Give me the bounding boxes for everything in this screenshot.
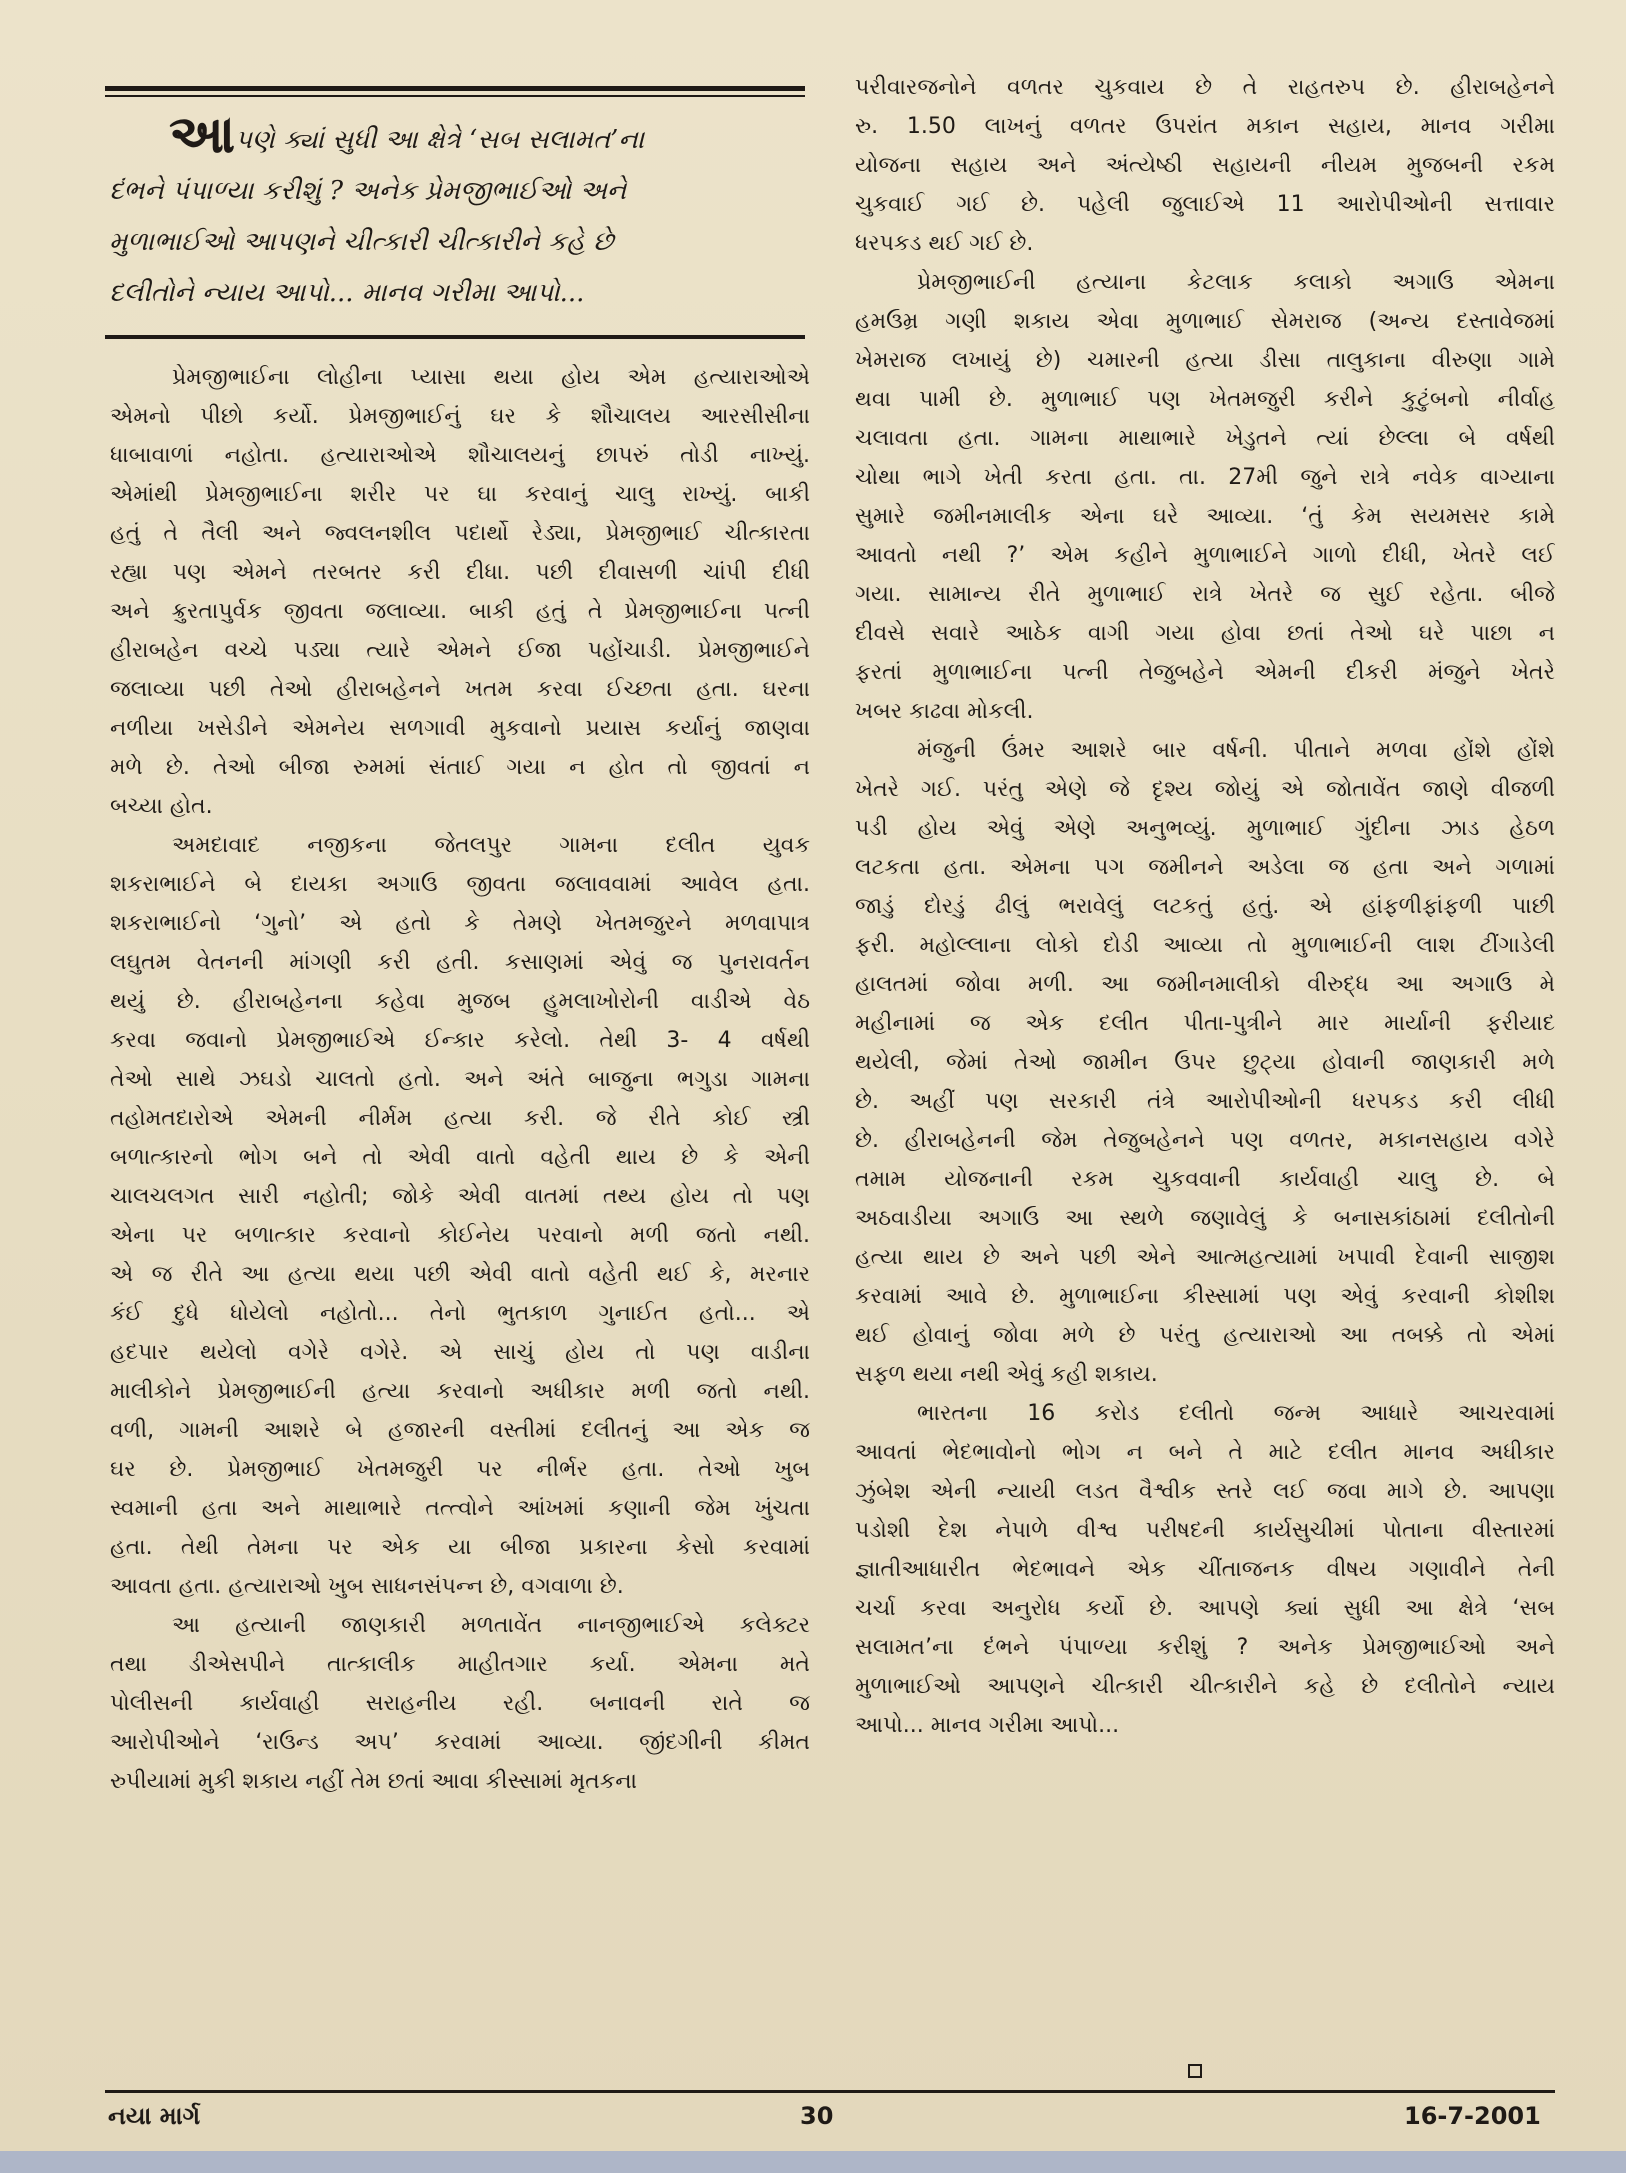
- article-text-line: થઈ હોવાનું જોવા મળે છે પરંતુ હત્યારાઓ આ તબક્કે તો એમાં: [855, 1323, 1555, 1348]
- article-text-line: મંજુની ઉંમર આશરે બાર વર્ષની. પીતાને મળવા હોંશે હોંશે: [917, 738, 1555, 763]
- article-text-line: જલાવ્યા પછી તેઓ હીરાબહેનને ખતમ કરવા ઈચ્છતા હતા. ઘરના: [110, 677, 810, 702]
- article-text-line: હત્યા થાય છે અને પછી એને આત્મહત્યામાં ખપાવી દેવાની સાજીશ: [855, 1245, 1555, 1270]
- article-text-line: તેઓ સાથે ઝઘડો ચાલતો હતો. અને અંતે બાજુના ભગુડા ગામના: [110, 1067, 810, 1092]
- article-text-line: ભારતના 16 કરોડ દલીતો જન્મ આધારે આચરવામાં: [917, 1401, 1555, 1426]
- pull-quote-text: [105, 97, 805, 325]
- article-text-line: આ હત્યાની જાણકારી મળતાવેંત નાનજીભાઈએ કલેક્ટર: [172, 1613, 810, 1638]
- article-text-line: આવતા હતા. હત્યારાઓ ખુબ સાધનસંપન્ન છે, વગવાળા છે.: [110, 1574, 624, 1599]
- article-text-line: દીવસે સવારે આઠેક વાગી ગયા હોવા છતાં તેઓ ઘરે પાછા ન: [855, 621, 1555, 646]
- article-text-line: સ્વમાની હતા અને માથાભારે તત્ત્વોને આંખમાં કણાની જેમ ખુંચતા: [110, 1496, 810, 1521]
- article-text-line: કંઈ દુધે ધોયેલો નહોતો... તેનો ભુતકાળ ગુનાઈત હતો... એ: [110, 1301, 810, 1326]
- article-text-line: આરોપીઓને ‘રાઉન્ડ અપ’ કરવામાં આવ્યા. જીંદગીની કીમત: [110, 1730, 810, 1755]
- article-text-line: વળી, ગામની આશરે બે હજારની વસ્તીમાં દલીતનું આ એક જ: [110, 1418, 810, 1443]
- pull-quote-line-text: પણે ક્યાં સુધી આ ક્ષેત્રે ‘સબ સલામત’ના: [235, 125, 645, 155]
- article-text-line: ગયા. સામાન્ય રીતે મુળાભાઈ રાત્રે ખેતરે જ સુઈ રહેતા. બીજે: [855, 582, 1555, 607]
- article-text-line: ફરતાં મુળાભાઈના પત્ની તેજુબહેને એમની દીકરી મંજુને ખેતરે: [855, 660, 1555, 685]
- article-text-line: છે. અહીં પણ સરકારી તંત્રે આરોપીઓની ધરપકડ કરી લીધી: [855, 1089, 1555, 1114]
- article-text-line: એમનો પીછો કર્યો. પ્રેમજીભાઈનું ઘર કે શૌચાલય આરસીસીના: [110, 404, 810, 429]
- article-text-line: તહોમતદારોએ એમની નીર્મમ હત્યા કરી. જે રીતે કોઈ સ્ત્રી: [110, 1106, 810, 1131]
- article-text-line: મુળાભાઈઓ આપણને ચીત્કારી ચીત્કારીને કહે છે દલીતોને ન્યાય: [855, 1674, 1555, 1699]
- article-text-line: ખેતરે ગઈ. પરંતુ એણે જે દૃશ્ય જોયું એ જોતાવેંત જાણે વીજળી: [855, 777, 1555, 802]
- article-text-line: પડી હોય એવું એણે અનુભવ્યું. મુળાભાઈ ગુંદીના ઝાડ હેઠળ: [855, 816, 1555, 841]
- article-text-line: નળીયા ખસેડીને એમનેય સળગાવી મુકવાનો પ્રયાસ કર્યાનું જાણવા: [110, 716, 810, 741]
- article-text-line: માલીકોને પ્રેમજીભાઈની હત્યા કરવાનો અધીકાર મળી જતો નથી.: [110, 1379, 810, 1404]
- article-text-line: હદપાર થયેલો વગેરે વગેરે. એ સાચું હોય તો પણ વાડીના: [110, 1340, 810, 1365]
- article-text-line: પ્રેમજીભાઈના લોહીના પ્યાસા થયા હોય એમ હત્યારાઓએ: [172, 365, 810, 390]
- article-text-line: હાલતમાં જોવા મળી. આ જમીનમાલીકો વીરુદ્ધ આ અગાઉ મે: [855, 972, 1555, 997]
- article-text-line: તથા ડીએસપીને તાત્કાલીક માહીતગાર કર્યા. એમના મતે: [110, 1652, 810, 1677]
- article-text-line: અઠવાડીયા અગાઉ આ સ્થળે જણાવેલું કે બનાસકાંઠામાં દલીતોની: [855, 1206, 1555, 1231]
- article-text-line: આવતો નથી ?’ એમ કહીને મુળાભાઈને ગાળો દીધી, ખેતરે લઈ: [855, 543, 1555, 568]
- article-text-line: લઘુતમ વેતનની માંગણી કરી હતી. કસાણમાં એવું જ પુનરાવર્તન: [110, 950, 810, 975]
- article-text-line: યોજના સહાય અને અંત્યેષ્ઠી સહાયની નીયમ મુજબની રકમ: [855, 153, 1555, 178]
- pull-quote-line: દંભને પંપાળ્યા કરીશું ? અનેક પ્રેમજીભાઈઓ અને: [109, 176, 627, 206]
- article-text-line: ચર્ચા કરવા અનુરોધ કર્યો છે. આપણે ક્યાં સુધી આ ક્ષેત્રે ‘સબ: [855, 1596, 1555, 1621]
- right-article-column: [855, 68, 1555, 1745]
- article-text-line: ચાલચલગત સારી નહોતી; જોકે એવી વાતમાં તથ્ય હોય તો પણ: [110, 1184, 810, 1209]
- article-text-line: ઝુંબેશ એની ન્યાયી લડત વૈશ્વીક સ્તરે લઈ જવા માગે છે. આપણા: [855, 1479, 1555, 1504]
- article-text-line: હમઉમ્ર ગણી શકાય એવા મુળાભાઈ સેમરાજ (અન્ય દસ્તાવેજમાં: [855, 309, 1555, 334]
- article-text-line: પરીવારજનોને વળતર ચુકવાય છે તે રાહતરુપ છે. હીરાબહેનને: [855, 75, 1555, 100]
- pull-quote: [105, 86, 805, 339]
- pull-quote-line: દલીતોને ન્યાય આપો... માનવ ગરીમા આપો...: [109, 278, 585, 308]
- article-text-line: જ્ઞાતીઆધારીત ભેદભાવને એક ચીંતાજનક વીષય ગણાવીને તેની: [855, 1557, 1555, 1582]
- article-text-line: બચ્યા હોત.: [110, 794, 213, 819]
- pull-quote-dropcap: આ: [169, 115, 236, 165]
- article-text-line: હીરાબહેન વચ્ચે પડ્યા ત્યારે એમને ઈજા પહોંચાડી. પ્રેમજીભાઈને: [110, 638, 810, 663]
- article-text-line: બળાત્કારનો ભોગ બને તો એવી વાતો વહેતી થાય છે કે એની: [110, 1145, 810, 1170]
- article-text-line: અને ક્રુરતાપુર્વક જીવતા જલાવ્યા. બાકી હતું તે પ્રેમજીભાઈના પત્ની: [110, 599, 810, 624]
- article-text-line: ચલાવતા હતા. ગામના માથાભારે ખેડુતને ત્યાં છેલ્લા બે વર્ષથી: [855, 426, 1555, 451]
- article-text-line: રુ. 1.50 લાખનું વળતર ઉપરાંત મકાન સહાય, માનવ ગરીમા: [855, 114, 1555, 139]
- article-text-line: કરવામાં આવે છે. મુળાભાઈના કીસ્સામાં પણ એવું કરવાની કોશીશ: [855, 1284, 1555, 1309]
- article-text-line: સલામત’ના દંભને પંપાળ્યા કરીશું ? અનેક પ્રેમજીભાઈઓ અને: [855, 1635, 1555, 1660]
- article-text-line: ચુકવાઈ ગઈ છે. પહેલી જુલાઈએ 11 આરોપીઓની સત્તાવાર: [855, 192, 1555, 217]
- article-text-line: એમાંથી પ્રેમજીભાઈના શરીર પર ઘા કરવાનું ચાલુ રાખ્યું. બાકી: [110, 482, 810, 507]
- pull-quote-line: મુળાભાઈઓ આપણને ચીત્કારી ચીત્કારીને કહે છે: [109, 227, 614, 257]
- article-text-line: આપો... માનવ ગરીમા આપો...: [855, 1713, 1120, 1738]
- article-text-line: તમામ યોજનાની રકમ ચુકવવાની કાર્યવાહી ચાલુ છે. બે: [855, 1167, 1555, 1192]
- article-text-line: રુપીયામાં મુકી શકાય નહીં તેમ છતાં આવા કીસ્સામાં મૃતકના: [110, 1769, 638, 1794]
- article-text-line: હતા. તેથી તેમના પર એક યા બીજા પ્રકારના કેસો કરવામાં: [110, 1535, 810, 1560]
- article-text-line: પડોશી દેશ નેપાળે વીશ્વ પરીષદની કાર્યસુચીમાં પોતાના વીસ્તારમાં: [855, 1518, 1555, 1543]
- article-text-line: મળે છે. તેઓ બીજા રુમમાં સંતાઈ ગયા ન હોત તો જીવતાં ન: [110, 755, 810, 780]
- footer-rule: [105, 2090, 1555, 2093]
- pull-quote-bottom-rule: [105, 335, 805, 339]
- article-text-line: પ્રેમજીભાઈની હત્યાના કેટલાક કલાકો અગાઉ એમના: [917, 270, 1555, 295]
- scan-edge-strip: [0, 2151, 1626, 2173]
- pull-quote-line: [109, 115, 801, 166]
- article-text-line: કરવા જવાનો પ્રેમજીભાઈએ ઈન્કાર કરેલો. તેથી 3- 4 વર્ષથી: [110, 1028, 810, 1053]
- pull-quote-top-rule: [105, 86, 805, 91]
- page-number: 30: [800, 2102, 834, 2130]
- article-text-line: ધાબાવાળાં નહોતા. હત્યારાઓએ શૌચાલયનું છાપરું તોડી નાખ્યું.: [110, 443, 810, 468]
- article-text-line: હતું તે તૈલી અને જ્વલનશીલ પદાર્થો રેડ્યા, પ્રેમજીભાઈ ચીત્કારતા: [110, 521, 810, 546]
- article-text-line: ખબર કાઢવા મોકલી.: [855, 699, 1034, 724]
- article-text-line: સુમારે જમીનમાલીક એના ઘરે આવ્યા. ‘તું કેમ સયમસર કામે: [855, 504, 1555, 529]
- issue-date: 16-7-2001: [1404, 2102, 1541, 2130]
- article-text-line: આવતાં ભેદભાવોનો ભોગ ન બને તે માટે દલીત માનવ અધીકાર: [855, 1440, 1555, 1465]
- article-text-line: જાડું દોરડું ઢીલું ભરાવેલું લટકતું હતું. એ હાંફળીફાંફળી પાછી: [855, 894, 1555, 919]
- article-text-line: ધરપકડ થઈ ગઈ છે.: [855, 231, 1034, 256]
- article-text-line: પોલીસની કાર્યવાહી સરાહનીય રહી. બનાવની રાતે જ: [110, 1691, 810, 1716]
- left-article-column: [110, 358, 810, 1801]
- article-text-line: થવા પામી છે. મુળાભાઈ પણ ખેતમજુરી કરીને કુટુંબનો નીર્વાહ: [855, 387, 1555, 412]
- article-text-line: અમદાવાદ નજીકના જેતલપુર ગામના દલીત યુવક: [172, 833, 810, 858]
- article-text-line: લટકતા હતા. એમના પગ જમીનને અડેલા જ હતા અને ગળામાં: [855, 855, 1555, 880]
- article-text-line: થયું છે. હીરાબહેનના કહેવા મુજબ હુમલાખોરોની વાડીએ વેઠ: [110, 989, 810, 1014]
- article-text-line: ખેમરાજ લખાયું છે) ચમારની હત્યા ડીસા તાલુકાના વીરુણા ગામે: [855, 348, 1555, 373]
- article-text-line: શકરાભાઈનો ‘ગુનો’ એ હતો કે તેમણે ખેતમજુરને મળવાપાત્ર: [110, 911, 810, 936]
- article-text-line: રહ્યા પણ એમને તરબતર કરી દીધા. પછી દીવાસળી ચાંપી દીધી: [110, 560, 810, 585]
- publication-name: નયા માર્ગ: [108, 2102, 201, 2130]
- article-text-line: એના પર બળાત્કાર કરવાનો કોઈનેય પરવાનો મળી જતો નથી.: [110, 1223, 810, 1248]
- end-of-article-square-icon: [1188, 2064, 1202, 2078]
- article-text-line: ચોથા ભાગે ખેતી કરતા હતા. તા. 27મી જુને રાત્રે નવેક વાગ્યાના: [855, 465, 1555, 490]
- article-text-line: ઘર છે. પ્રેમજીભાઈ ખેતમજુરી પર નીર્ભર હતા. તેઓ ખુબ: [110, 1457, 810, 1482]
- article-text-line: સફળ થયા નથી એવું કહી શકાય.: [855, 1362, 1158, 1387]
- article-text-line: છે. હીરાબહેનની જેમ તેજુબહેનને પણ વળતર, મકાનસહાય વગેરે: [855, 1128, 1555, 1153]
- article-text-line: શકરાભાઈને બે દાયકા અગાઉ જીવતા જલાવવામાં આવેલ હતા.: [110, 872, 810, 897]
- article-text-line: થયેલી, જેમાં તેઓ જામીન ઉપર છુટ્યા હોવાની જાણકારી મળે: [855, 1050, 1555, 1075]
- article-text-line: એ જ રીતે આ હત્યા થયા પછી એવી વાતો વહેતી થઈ કે, મરનાર: [110, 1262, 810, 1287]
- article-text-line: મહીનામાં જ એક દલીત પીતા-પુત્રીને માર માર્યાની ફરીયાદ: [855, 1011, 1555, 1036]
- article-text-line: ફરી. મહોલ્લાના લોકો દોડી આવ્યા તો મુળાભાઈની લાશ ટીંગાડેલી: [855, 933, 1555, 958]
